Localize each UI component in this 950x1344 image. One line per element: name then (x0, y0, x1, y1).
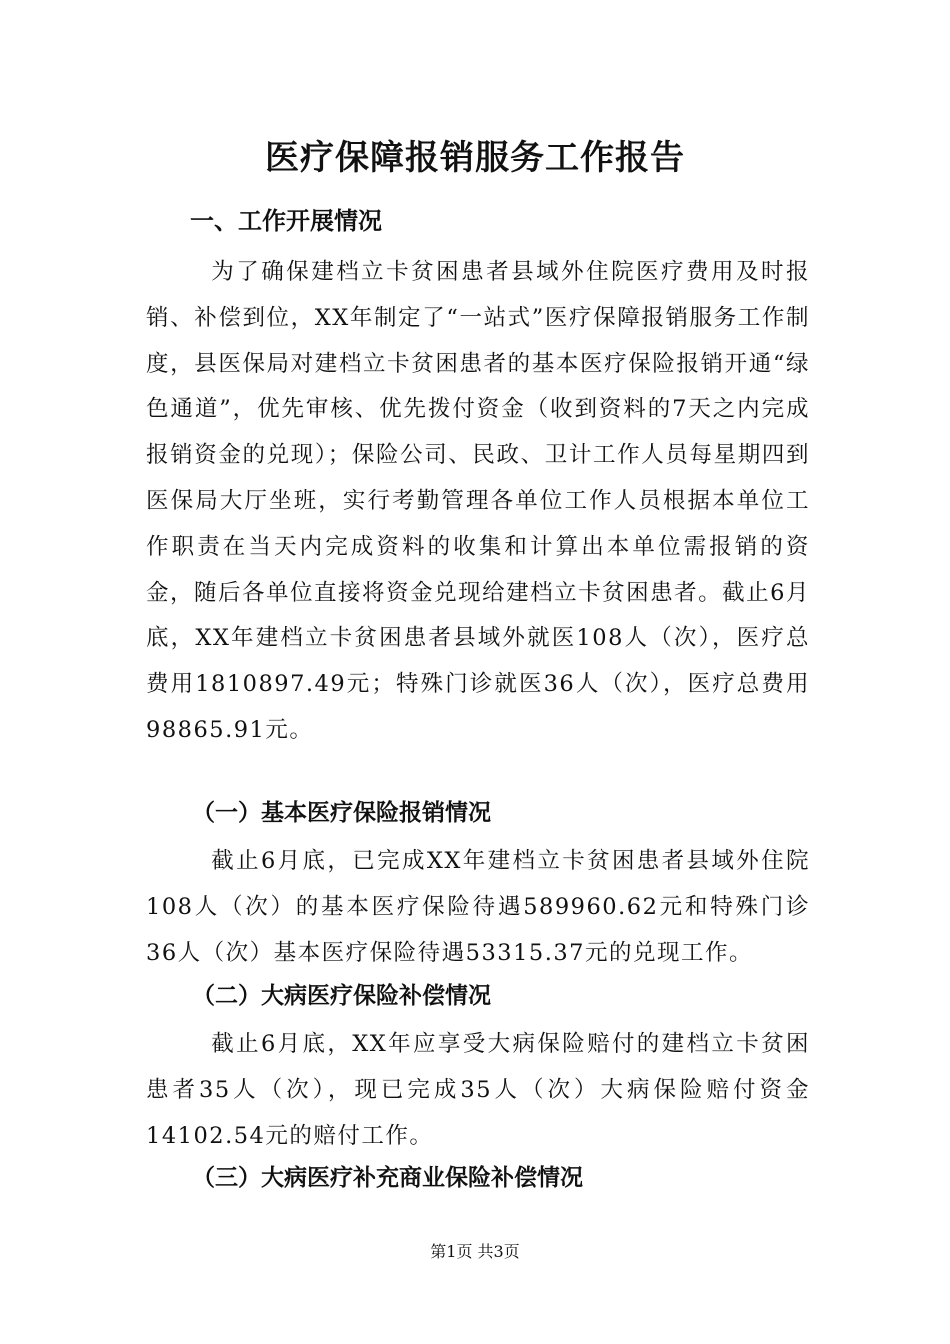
subsection-heading-basic-insurance: （一）基本医疗保险报销情况 (192, 800, 491, 826)
subsection-heading-commercial-insurance: （三）大病医疗补充商业保险补偿情况 (192, 1165, 583, 1191)
subsection-paragraph-basic-insurance: 截止6月底，已完成XX年建档立卡贫困患者县域外住院108人（次）的基本医疗保险待遇589960.62元和特殊门诊36人（次）基本医疗保险待遇53315.37元的兑现工作。 (146, 848, 810, 966)
document-title: 医疗保障报销服务工作报告 (265, 138, 685, 178)
section-heading-work-status: 一、工作开展情况 (190, 207, 382, 235)
section-paragraph-work-status: 为了确保建档立卡贫困患者县域外住院医疗费用及时报销、补偿到位，XX年制定了“一站式”医疗保障报销服务工作制度，县医保局对建档立卡贫困患者的基本医疗保险报销开通“绿色通道”，优先审核、优先拨付资金（收到资料的7天之内完成报销资金的兑现）；保险公司、民政、卫计工作人员每星期四到医保局大厅坐班，实行考勤管理各单位工作人员根据本单位工作职责在当天内完成资料的收集和计算出本单位需报销的资金，随后各单位直接将资金兑现给建档立卡贫困患者。截止6月底，XX年建档立卡贫困患者县域外就医108人（次），医疗总费用1810897.49元；特殊门诊就医36人（次），医疗总费用98865.91元。 (146, 259, 810, 743)
subsection-heading-serious-illness: （二）大病医疗保险补偿情况 (192, 983, 491, 1009)
subsection-paragraph-serious-illness: 截止6月底，XX年应享受大病保险赔付的建档立卡贫困患者35人（次），现已完成35人（次）大病保险赔付资金14102.54元的赔付工作。 (146, 1031, 810, 1149)
page-number-footer: 第1页 共3页 (430, 1242, 520, 1261)
